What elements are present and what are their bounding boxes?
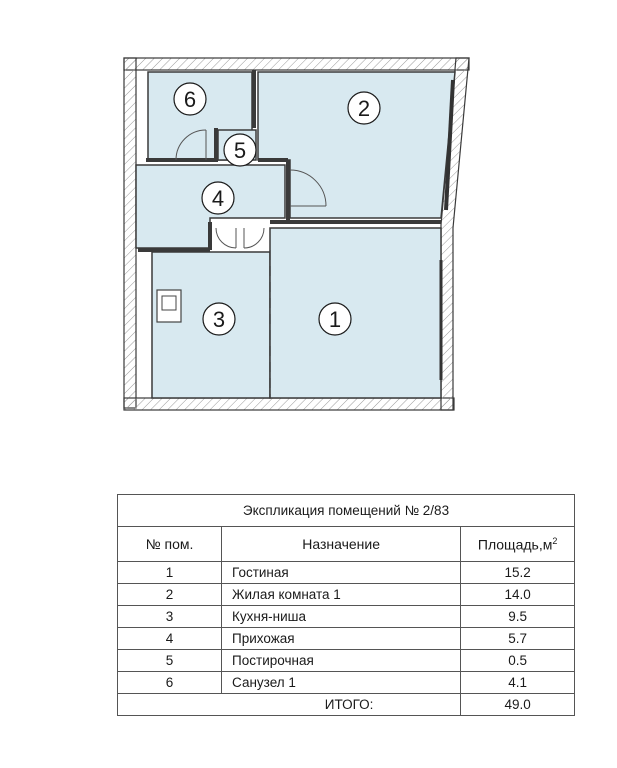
row-area: 9.5 xyxy=(461,606,575,628)
room-1-fill xyxy=(270,228,441,398)
room-4-marker xyxy=(202,182,234,214)
table-row xyxy=(118,650,575,672)
row-area: 15.2 xyxy=(461,562,575,584)
row-name: Санузел 1 xyxy=(222,672,461,694)
row-area: 14.0 xyxy=(461,584,575,606)
row-number: 6 xyxy=(118,672,222,694)
room-fills xyxy=(136,72,455,398)
room-6-marker xyxy=(174,83,206,115)
row-name: Кухня-ниша xyxy=(222,606,461,628)
room-5-marker xyxy=(224,134,256,166)
row-name: Жилая комната 1 xyxy=(222,584,461,606)
total-row xyxy=(118,694,575,716)
row-number: 2 xyxy=(118,584,222,606)
row-number: 3 xyxy=(118,606,222,628)
header-number: № пом. xyxy=(118,527,222,562)
row-area: 0.5 xyxy=(461,650,575,672)
stove-icon xyxy=(157,290,181,322)
room-2-marker xyxy=(348,92,380,124)
room-3-label: 3 xyxy=(212,307,226,332)
room-6-label: 6 xyxy=(183,87,197,112)
table-row xyxy=(118,628,575,650)
row-area: 5.7 xyxy=(461,628,575,650)
row-name: Гостиная xyxy=(222,562,461,584)
row-area: 4.1 xyxy=(461,672,575,694)
table-row xyxy=(118,672,575,694)
row-name: Постирочная xyxy=(222,650,461,672)
explication-table xyxy=(117,494,575,716)
total-area: 49.0 xyxy=(461,694,575,716)
row-name: Прихожая xyxy=(222,628,461,650)
header-area: $Площадь,м^2$ xyxy=(461,527,575,562)
header-name: Назначение xyxy=(222,527,461,562)
row-number: 4 xyxy=(118,628,222,650)
total-label: ИТОГО: xyxy=(118,694,461,716)
room-1-marker xyxy=(319,303,351,335)
room-1-label: 1 xyxy=(328,307,342,332)
table-row xyxy=(118,562,575,584)
table-header xyxy=(118,527,575,562)
row-number: 1 xyxy=(118,562,222,584)
room-2-label: 2 xyxy=(357,96,371,121)
table-title: Экспликация помещений № 2/83 xyxy=(118,495,575,527)
room-3-marker xyxy=(203,303,235,335)
row-number: 5 xyxy=(118,650,222,672)
room-4-label: 4 xyxy=(211,186,225,211)
table-row xyxy=(118,584,575,606)
table-row xyxy=(118,606,575,628)
room-5-label: 5 xyxy=(233,138,247,163)
